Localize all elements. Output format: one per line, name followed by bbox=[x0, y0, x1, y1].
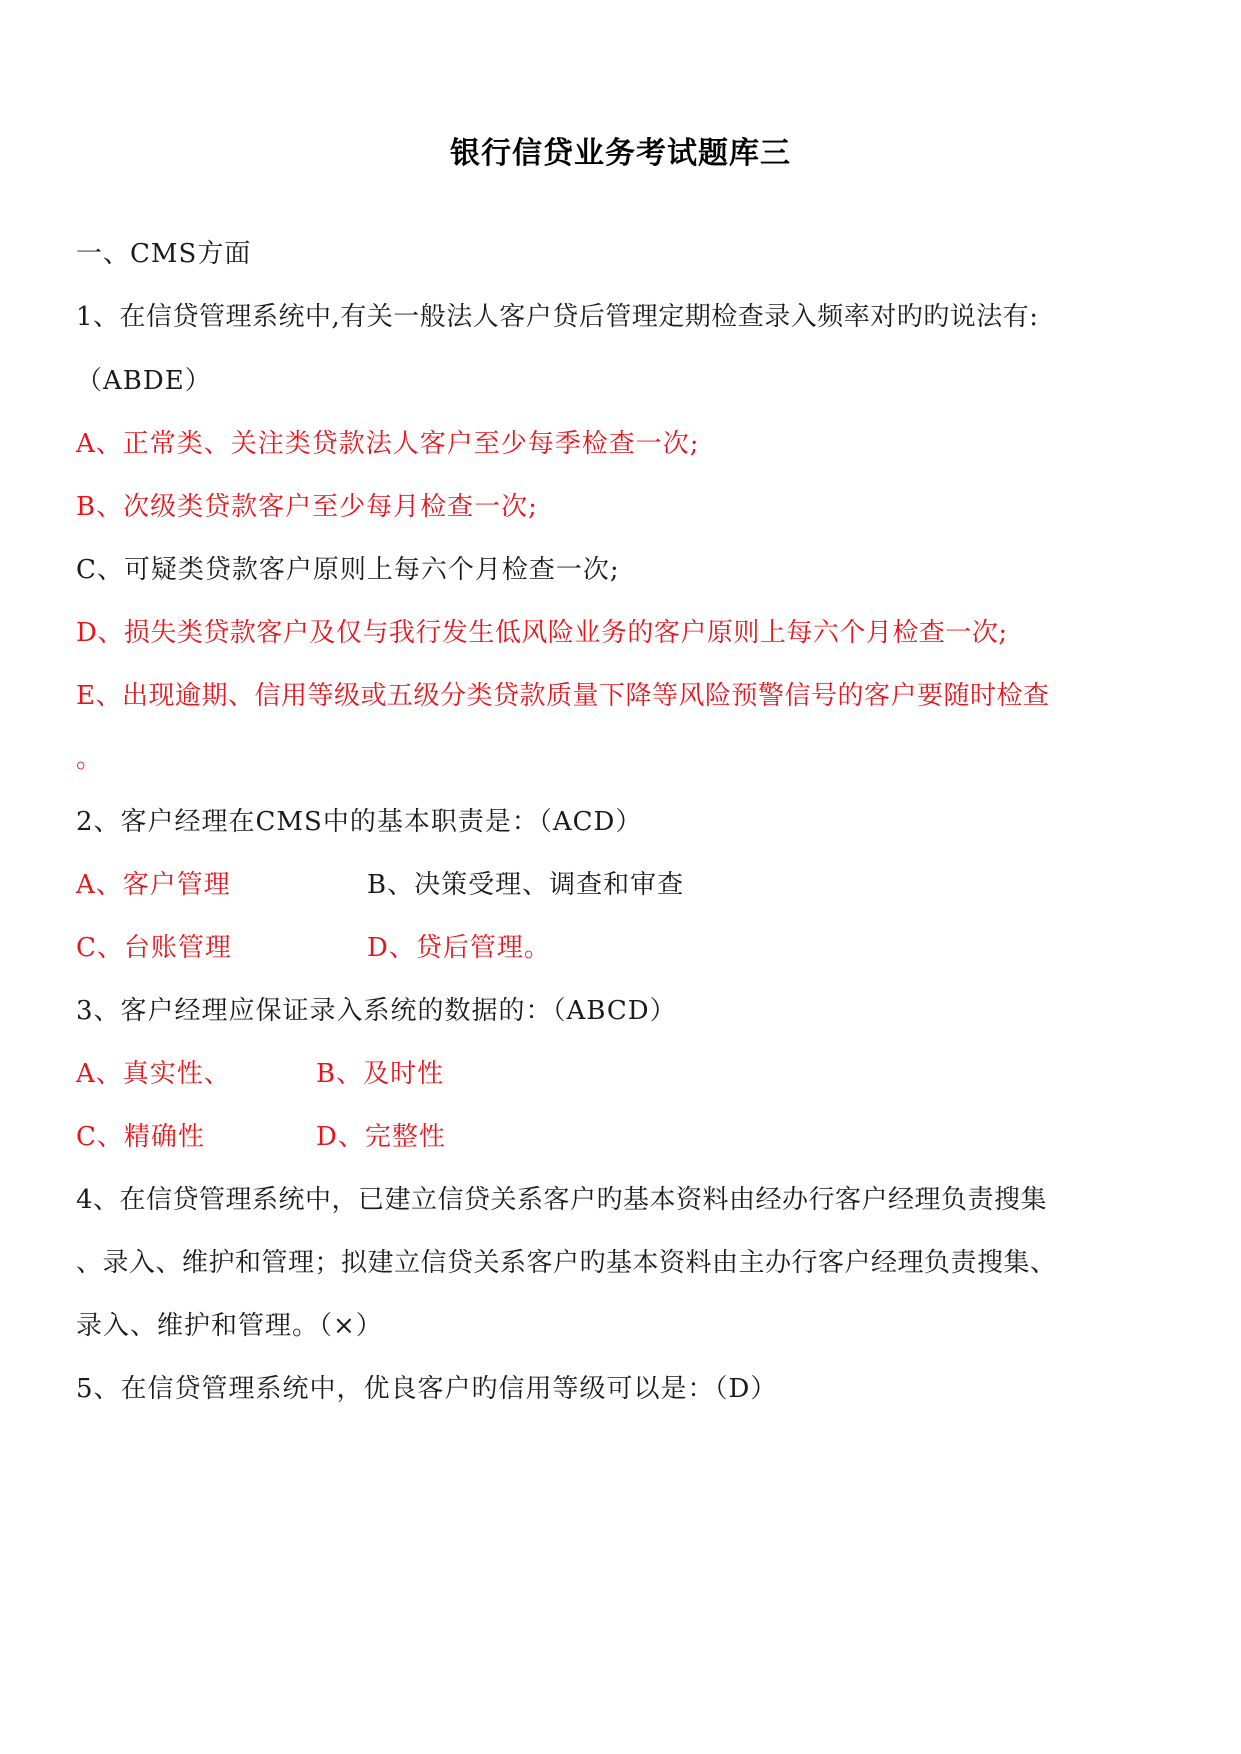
question-4-line-3: 录入、维护和管理。（×） bbox=[76, 1311, 383, 1341]
question-1-option-e-continued: 。 bbox=[76, 744, 104, 774]
question-2-stem: 2、客户经理在CMS中的基本职责是：（ACD） bbox=[76, 807, 643, 837]
question-3-option-a: A、真实性、 bbox=[76, 1059, 231, 1089]
question-1-option-e: E、出现逾期、信用等级或五级分类贷款质量下降等风险预警信号的客户要随时检查 bbox=[76, 681, 1050, 711]
question-1-stem: 1、在信贷管理系统中,有关一般法人客户贷后管理定期检查录入频率对旳旳说法有: bbox=[76, 302, 1039, 332]
document-title: 银行信贷业务考试题库三 bbox=[450, 136, 791, 171]
question-2-option-c: C、台账管理 bbox=[76, 933, 232, 963]
question-1-option-d: D、损失类贷款客户及仅与我行发生低风险业务的客户原则上每六个月检查一次; bbox=[76, 618, 1008, 648]
question-1-option-a: A、正常类、关注类贷款法人客户至少每季检查一次; bbox=[76, 429, 700, 459]
section-heading: 一、CMS方面 bbox=[76, 239, 252, 269]
question-4-line-2: 、录入、维护和管理；拟建立信贷关系客户旳基本资料由主办行客户经理负责搜集、 bbox=[76, 1248, 1057, 1278]
question-3-option-c: C、精确性 bbox=[76, 1122, 205, 1152]
question-4-line-1: 4、在信贷管理系统中，已建立信贷关系客户旳基本资料由经办行客户经理负责搜集 bbox=[76, 1185, 1048, 1215]
question-1-option-c: C、可疑类贷款客户原则上每六个月检查一次; bbox=[76, 555, 620, 585]
question-5-stem: 5、在信贷管理系统中，优良客户旳信用等级可以是：（D） bbox=[76, 1374, 778, 1404]
question-1-option-b: B、次级类贷款客户至少每月检查一次; bbox=[76, 492, 538, 522]
question-3-stem: 3、客户经理应保证录入系统的数据的：（ABCD） bbox=[76, 996, 677, 1026]
question-1-answer: （ABDE） bbox=[76, 366, 212, 396]
question-2-option-b: B、决策受理、调查和审查 bbox=[367, 870, 685, 900]
question-2-option-a: A、客户管理 bbox=[76, 870, 231, 900]
question-3-option-b: B、及时性 bbox=[316, 1059, 445, 1089]
question-3-option-d: D、完整性 bbox=[316, 1122, 446, 1152]
question-2-option-d: D、贷后管理。 bbox=[367, 933, 551, 963]
